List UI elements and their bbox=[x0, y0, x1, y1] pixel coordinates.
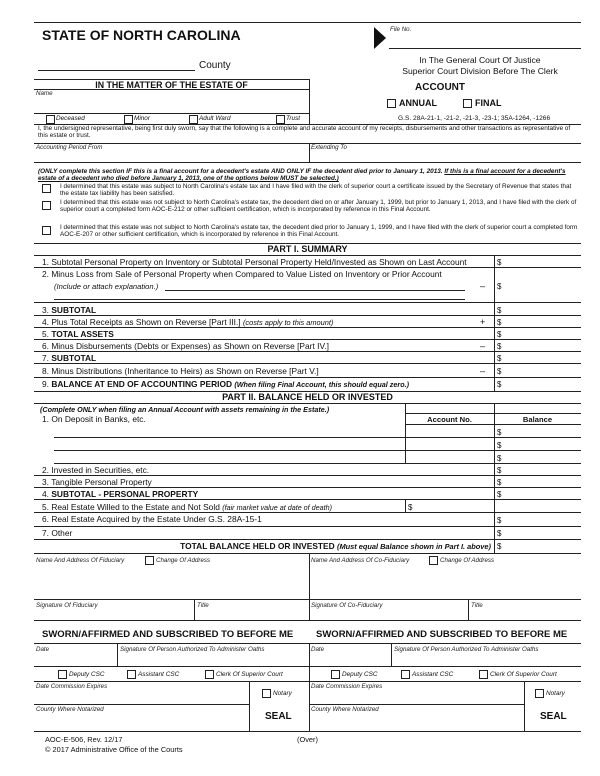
cofiduciary-signature-label: Signature Of Co-Fiduciary bbox=[311, 602, 383, 609]
part1-line-1-dollar: $ bbox=[497, 258, 502, 267]
bank-account-no-field-2[interactable] bbox=[407, 439, 492, 449]
part1-line-7-amount[interactable] bbox=[506, 352, 580, 362]
state-title: STATE OF NORTH CAROLINA bbox=[42, 27, 241, 43]
estate-tax-intro bbox=[38, 168, 578, 183]
part1-line-9-dollar: $ bbox=[497, 380, 502, 389]
fiduciary-title-label: Title bbox=[197, 602, 209, 609]
file-marker-arrow-icon bbox=[374, 27, 386, 49]
part1-line-5: 5. TOTAL ASSETS bbox=[42, 329, 114, 339]
part1-line-1-amount[interactable] bbox=[506, 256, 580, 266]
part2-line-4: 4. SUBTOTAL - PERSONAL PROPERTY bbox=[42, 489, 199, 499]
part1-line-9: 9. BALANCE AT END OF ACCOUNTING PERIOD (When filing Final Account, this should equal zero.) bbox=[42, 379, 409, 389]
part1-line-4-amount[interactable] bbox=[506, 316, 580, 326]
final-label: FINAL bbox=[475, 98, 502, 108]
part2-line-3: 3. Tangible Personal Property bbox=[42, 477, 152, 487]
estate-tax-option-3: I determined that this estate was not subject to North Carolina's estate tax, the decedent died prior to January 1, 1999, and I have filed with the clerk of superior court a completed form AOC-E-207 or other sufficient certification, which is incorporated by reference in this Final Account. bbox=[60, 224, 578, 239]
clerk-label-left: Clerk Of Superior Court bbox=[216, 671, 283, 678]
adult-ward-checkbox[interactable] bbox=[189, 115, 198, 124]
part1-line-5-dollar: $ bbox=[497, 330, 502, 339]
clerk-label-right: Clerk Of Superior Court bbox=[490, 671, 557, 678]
annual-label: ANNUAL bbox=[399, 98, 437, 108]
sworn-signature-field-right[interactable] bbox=[394, 653, 579, 665]
part2-total-dollar: $ bbox=[497, 542, 502, 551]
commission-label-right: Date Commission Expires bbox=[311, 683, 383, 690]
account-no-header: Account No. bbox=[427, 415, 472, 424]
part1-line-2: 2. Minus Loss from Sale of Personal Property when Compared to Value Listed on Inventory or Prior Account bbox=[42, 269, 442, 279]
fiduciary-change-address-checkbox[interactable] bbox=[145, 556, 154, 565]
minor-checkbox[interactable] bbox=[124, 115, 133, 124]
county-notarized-field-left[interactable] bbox=[36, 714, 246, 728]
fiduciary-title-field[interactable] bbox=[197, 609, 307, 619]
assistant-csc-label-right: Assistant CSC bbox=[412, 671, 454, 678]
sworn-heading-right: SWORN/AFFIRMED AND SUBSCRIBED TO BEFORE ME bbox=[316, 629, 568, 640]
notary-label-left: Notary bbox=[273, 690, 292, 697]
part1-line-7-dollar: $ bbox=[497, 354, 502, 363]
part2-line-7: 7. Other bbox=[42, 528, 73, 538]
form-id: AOC-E-506, Rev. 12/17 bbox=[45, 735, 123, 744]
part1-line-2-amount[interactable] bbox=[506, 270, 580, 300]
county-label: County bbox=[199, 60, 231, 71]
part2-title: PART II. BALANCE HELD OR INVESTED bbox=[222, 392, 393, 402]
cofiduciary-change-address-checkbox[interactable] bbox=[429, 556, 438, 565]
cofiduciary-name-field[interactable] bbox=[311, 567, 579, 597]
sworn-date-field-left[interactable] bbox=[36, 653, 114, 665]
court-line-2: Superior Court Division Before The Clerk bbox=[402, 66, 558, 76]
bank-balance-3-dollar: $ bbox=[497, 454, 502, 463]
part1-line-4-sign: + bbox=[480, 317, 486, 327]
trust-label: Trust bbox=[286, 115, 301, 122]
period-from-label: Accounting Period From bbox=[36, 144, 103, 151]
commission-label-left: Date Commission Expires bbox=[36, 683, 108, 690]
part1-line-1: 1. Subtotal Personal Property on Inventory or Subtotal Personal Property Held/Invested as Shown on Last Account bbox=[42, 257, 467, 267]
deceased-label: Deceased bbox=[56, 115, 85, 122]
cofiduciary-signature-field[interactable] bbox=[311, 609, 466, 619]
fiduciary-signature-field[interactable] bbox=[36, 609, 192, 619]
estate-tax-option-1: I determined that this estate was subject to North Carolina's estate tax and I have filed with the clerk of superior court a certificate issued by the Secretary of Revenue that states that the estate tax liability has been satisfied. bbox=[60, 183, 572, 198]
part1-line-6-dollar: $ bbox=[497, 342, 502, 351]
deputy-csc-label-left: Deputy CSC bbox=[69, 671, 105, 678]
part2-line-3-dollar: $ bbox=[497, 478, 502, 487]
file-no-label: File No. bbox=[390, 26, 412, 33]
part1-line-9-amount[interactable] bbox=[506, 378, 580, 390]
part2-total: TOTAL BALANCE HELD OR INVESTED (Must equal Balance shown in Part I. above) bbox=[180, 541, 491, 551]
part1-line-6: 6. Minus Disbursements (Debts or Expenses) as Shown on Reverse [Part IV.] bbox=[42, 341, 329, 351]
deceased-checkbox[interactable] bbox=[46, 115, 55, 124]
part1-line-8-amount[interactable] bbox=[506, 365, 580, 375]
part2-line-6-dollar: $ bbox=[497, 516, 502, 525]
bank-account-no-field-1[interactable] bbox=[407, 426, 492, 436]
fiduciary-name-field[interactable] bbox=[36, 567, 306, 597]
part1-line-3-dollar: $ bbox=[497, 306, 502, 315]
part1-line-5-amount[interactable] bbox=[506, 328, 580, 338]
sworn-signature-label-left: Signature Of Person Authorized To Administer Oaths bbox=[120, 646, 265, 653]
part1-line-6-sign: – bbox=[480, 341, 486, 351]
assistant-csc-checkbox-right[interactable] bbox=[401, 670, 410, 679]
bank-name-field-1[interactable] bbox=[54, 426, 403, 436]
part2-line-7-dollar: $ bbox=[497, 529, 502, 538]
loss-explanation-field[interactable] bbox=[165, 279, 465, 290]
part1-line-7: 7. SUBTOTAL bbox=[42, 353, 97, 363]
part2-line-4-dollar: $ bbox=[497, 490, 502, 499]
minor-label: Minor bbox=[134, 115, 150, 122]
estate-name-field[interactable] bbox=[36, 98, 306, 112]
part1-line-8-sign: – bbox=[480, 366, 486, 376]
estate-tax-option-1-checkbox[interactable] bbox=[42, 184, 51, 193]
part2-line-1: 1. On Deposit in Banks, etc. bbox=[42, 414, 146, 424]
part1-line-3: 3. SUBTOTAL bbox=[42, 305, 97, 315]
deputy-csc-checkbox-right[interactable] bbox=[331, 670, 340, 679]
estate-tax-intro-b: If this is a final account for a decedent's estate of a decedent who died before January 1, 2013, one of the options below MUST be selected.) bbox=[38, 168, 566, 183]
sworn-date-label-left: Date bbox=[36, 646, 50, 653]
part1-line-2-dollar: $ bbox=[497, 282, 502, 291]
commission-field-right[interactable] bbox=[311, 691, 521, 703]
part1-line-6-amount[interactable] bbox=[506, 340, 580, 350]
notary-checkbox-right[interactable] bbox=[535, 689, 544, 698]
sworn-signature-label-right: Signature Of Person Authorized To Administer Oaths bbox=[394, 646, 539, 653]
fiduciary-signature-label: Signature Of Fiduciary bbox=[36, 602, 98, 609]
balance-header: Balance bbox=[522, 415, 553, 424]
estate-tax-option-2: I determined that this estate was not subject to North Carolina's estate tax, the decedent died on or after January 1, 1999, but prior to January 1, 2013, and I have filed with the clerk of superior court a completed form AOC-E-212 or other sufficient certification, which is incorporated by reference in this Final Account. bbox=[60, 199, 577, 214]
cofiduciary-name-label: Name And Address Of Co-Fiduciary bbox=[311, 557, 410, 564]
bank-name-field-3[interactable] bbox=[54, 452, 403, 462]
notary-checkbox-left[interactable] bbox=[262, 689, 271, 698]
county-field[interactable] bbox=[38, 58, 195, 70]
account-title: ACCOUNT bbox=[415, 82, 465, 93]
estate-tax-option-2-checkbox[interactable] bbox=[42, 201, 51, 210]
adult-ward-label: Adult Ward bbox=[199, 115, 231, 122]
deputy-csc-label-right: Deputy CSC bbox=[342, 671, 378, 678]
file-no-field[interactable] bbox=[410, 33, 580, 47]
commission-field-left[interactable] bbox=[36, 691, 246, 703]
fiduciary-name-label: Name And Address Of Fiduciary bbox=[36, 557, 125, 564]
estate-name-label: Name bbox=[36, 90, 53, 97]
cofiduciary-title-field[interactable] bbox=[471, 609, 579, 619]
notary-label-right: Notary bbox=[546, 690, 565, 697]
period-to-label: Extending To bbox=[311, 144, 347, 151]
seal-label-right: SEAL bbox=[540, 711, 567, 722]
part2-line-2-dollar: $ bbox=[497, 466, 502, 475]
annual-checkbox[interactable] bbox=[387, 99, 396, 108]
assistant-csc-checkbox-left[interactable] bbox=[127, 670, 136, 679]
fiduciary-change-address-label: Change Of Address bbox=[156, 557, 211, 564]
part1-line-8: 8. Minus Distributions (Inheritance to Heirs) as Shown on Reverse [Part V.] bbox=[42, 366, 319, 376]
bank-balance-2-dollar: $ bbox=[497, 441, 502, 450]
over-note: (Over) bbox=[297, 735, 318, 744]
court-line-1: In The General Court Of Justice bbox=[419, 55, 541, 65]
assistant-csc-label-left: Assistant CSC bbox=[138, 671, 180, 678]
sworn-heading-left: SWORN/AFFIRMED AND SUBSCRIBED TO BEFORE ME bbox=[42, 629, 294, 640]
oath-statement: I, the undersigned representative, being first duly sworn, say that the following is a complete and accurate account of my receipts, disbursements and other transactions as representative of this estate or trust. bbox=[38, 125, 571, 140]
county-notarized-label-left: County Where Notarized bbox=[36, 706, 104, 713]
part2-line-6: 6. Real Estate Acquired by the Estate Under G.S. 28A-15-1 bbox=[42, 514, 262, 524]
period-to-field[interactable] bbox=[311, 152, 579, 161]
statute-reference: G.S. 28A-21-1, -21-2, -21-3, -23-1; 35A-1264, -1266 bbox=[398, 115, 551, 122]
deputy-csc-checkbox-left[interactable] bbox=[58, 670, 67, 679]
part1-line-4-dollar: $ bbox=[497, 318, 502, 327]
part2-intro: (Complete ONLY when filing an Annual Account with assets remaining in the Estate.) bbox=[40, 405, 330, 414]
estate-tax-intro-a: (ONLY complete this section IF this is a final account for a decedent's estate AND ONLY IF the decedent died prior to January 1, 2013. bbox=[38, 168, 443, 175]
bank-balance-1-dollar: $ bbox=[497, 428, 502, 437]
period-from-field[interactable] bbox=[36, 152, 306, 161]
clerk-checkbox-right[interactable] bbox=[479, 670, 488, 679]
clerk-checkbox-left[interactable] bbox=[205, 670, 214, 679]
county-notarized-label-right: County Where Notarized bbox=[311, 706, 379, 713]
sworn-date-field-right[interactable] bbox=[311, 653, 389, 665]
part1-line-4: 4. Plus Total Receipts as Shown on Reverse [Part III.] (costs apply to this amount) bbox=[42, 317, 334, 327]
part2-line-2: 2. Invested in Securities, etc. bbox=[42, 465, 150, 475]
part2-line-5: 5. Real Estate Willed to the Estate and Not Sold (fair market value at date of death) bbox=[42, 502, 333, 512]
seal-label-left: SEAL bbox=[265, 711, 292, 722]
cofiduciary-change-address-label: Change Of Address bbox=[440, 557, 495, 564]
part1-title: PART I. SUMMARY bbox=[267, 244, 348, 254]
part1-line-3-amount[interactable] bbox=[506, 304, 580, 314]
cofiduciary-title-label: Title bbox=[471, 602, 483, 609]
bank-name-field-2[interactable] bbox=[54, 439, 403, 449]
bank-account-no-field-3[interactable] bbox=[407, 452, 492, 462]
sworn-signature-field-left[interactable] bbox=[120, 653, 306, 665]
part1-line-8-dollar: $ bbox=[497, 367, 502, 376]
matter-title: IN THE MATTER OF THE ESTATE OF bbox=[95, 80, 248, 90]
estate-tax-option-3-checkbox[interactable] bbox=[42, 226, 51, 235]
final-checkbox[interactable] bbox=[463, 99, 472, 108]
part1-line-2-sign: – bbox=[480, 281, 486, 291]
copyright: © 2017 Administrative Office of the Courts bbox=[45, 745, 183, 754]
sworn-date-label-right: Date bbox=[311, 646, 325, 653]
county-notarized-field-right[interactable] bbox=[311, 714, 521, 728]
trust-checkbox[interactable] bbox=[276, 115, 285, 124]
part2-line-5-dollar: $ bbox=[408, 503, 413, 512]
part1-line-2-note: (Include or attach explanation.) bbox=[54, 282, 159, 291]
